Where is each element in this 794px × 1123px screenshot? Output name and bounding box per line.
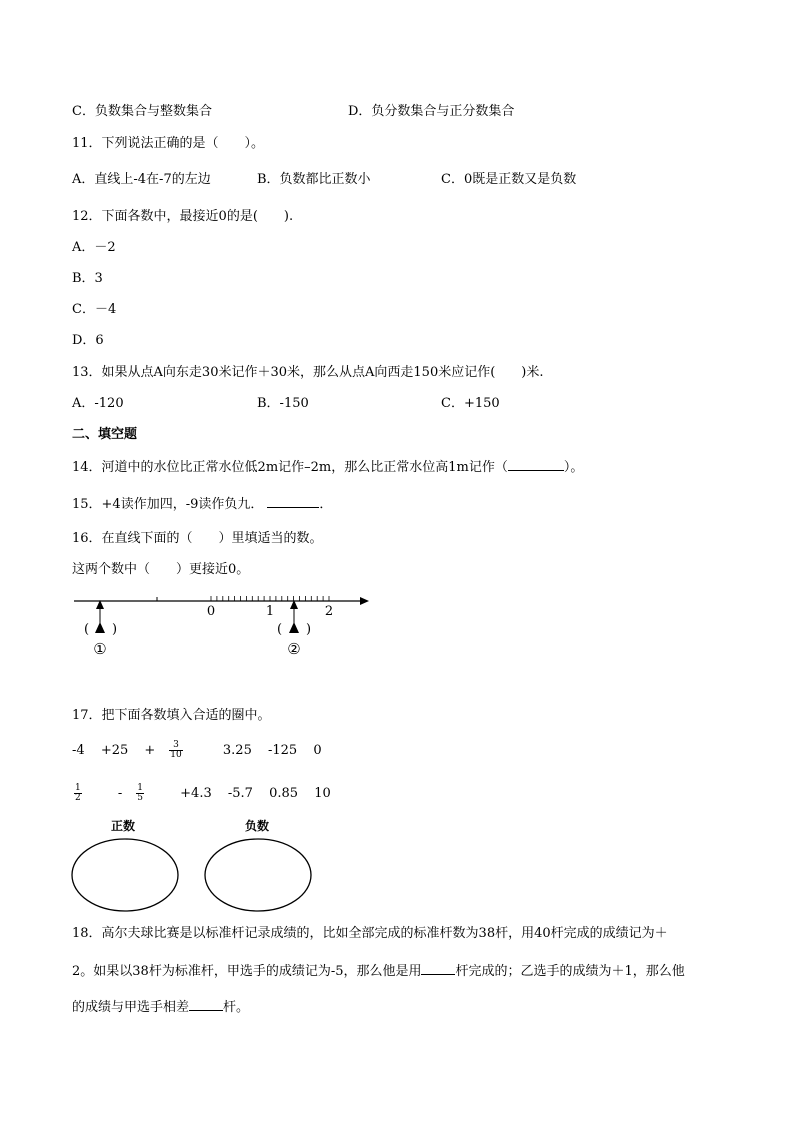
number-line-fine-ticks (211, 596, 329, 601)
number-item-fraction: - $\frac{1}{5}$ (117, 783, 144, 803)
q13-stem: 13．如果从点A向东走30米记作＋30米，那么从点A向西走150米应记作( )米. (72, 365, 544, 380)
q12-option-c: C．－4 (72, 302, 117, 317)
q14-stem-before: 14．河道中的水位比正常水位低2m记作–2m，那么比正常水位高1m记作（ (72, 460, 508, 475)
circle-label-positive: 正数 (111, 819, 136, 833)
marker-1-paren-open: ( (84, 622, 90, 637)
q18-line-2-part-a: 2。如果以38杆为标准杆，甲选手的成绩记为-5，那么他是用 (72, 964, 422, 979)
q15-stem (72, 494, 332, 514)
q12-option-b: B．3 (72, 271, 103, 286)
q18-blank-1[interactable] (421, 961, 455, 975)
q18-line-2 (72, 961, 685, 981)
q12-option-a: A．－2 (72, 240, 116, 255)
q14-stem-after: ）。 (563, 460, 584, 475)
q18-line-3-part-a: 的成绩与甲选手相差 (72, 1000, 190, 1015)
marker-2-paren-close: ) (306, 622, 312, 637)
tick-label-0: 0 (206, 604, 216, 619)
tick-label-2: 2 (324, 604, 334, 619)
number-line-arrowhead (360, 597, 369, 605)
q15-stem-text: 15．+4读作加四，-9读作负九． (72, 497, 264, 512)
q13-option-b: B．-150 (257, 396, 309, 411)
number-item: 3.25 (222, 743, 252, 758)
number-item: 0 (313, 743, 322, 758)
q18-line-1: 18．高尔夫球比赛是以标准杆记录成绩的，比如全部完成的标准杆数为38杆，用40杆完成的成绩记为＋ (72, 926, 668, 941)
q10-option-d: D．负分数集合与正分数集合 (348, 104, 515, 119)
positive-number-circle[interactable] (72, 839, 178, 911)
q18-line-3 (72, 997, 249, 1017)
number-item: -125 (267, 743, 298, 758)
number-line-figure (70, 588, 390, 658)
q12-stem: 12．下面各数中，最接近0的是( ). (72, 209, 294, 224)
q14-answer-blank[interactable] (508, 457, 564, 471)
q11-option-b: B．负数都比正数小 (257, 172, 371, 187)
q10-option-c: C．负数集合与整数集合 (72, 104, 212, 119)
negative-number-circle[interactable] (205, 839, 311, 911)
number-item: 0.85 (269, 786, 299, 801)
q18-line-3-part-b: 杆。 (223, 1000, 250, 1015)
number-item-fraction: $\frac{1}{2}$ (75, 783, 81, 803)
marker-1-triangle (95, 622, 105, 633)
q16-sub: 这两个数中（ ）更接近0。 (72, 562, 250, 577)
marker-2-triangle (289, 622, 299, 633)
q17-number-row-1 (72, 741, 334, 760)
marker-2-label: ② (287, 640, 301, 658)
answer-circles (70, 837, 320, 917)
number-item: +25 (100, 743, 129, 758)
q15-end: ． (319, 497, 333, 512)
q18-blank-2[interactable] (189, 997, 223, 1011)
number-item: -5.7 (227, 786, 253, 801)
number-item: 10 (314, 786, 331, 801)
circle-label-negative: 负数 (245, 819, 270, 833)
q13-option-a: A．-120 (72, 396, 124, 411)
q11-stem: 11．下列说法正确的是（ ）。 (72, 136, 265, 151)
q14-stem (72, 457, 583, 477)
number-item-fraction: + $\frac{3}{10}$ (144, 740, 182, 760)
q13-option-c: C．+150 (441, 396, 500, 411)
marker-1-label: ① (93, 640, 107, 658)
q15-answer-blank[interactable] (267, 494, 319, 508)
q17-stem: 17．把下面各数填入合适的圈中。 (72, 708, 271, 723)
q11-option-a: A．直线上-4在-7的左边 (72, 172, 211, 187)
q11-option-c: C．0既是正数又是负数 (441, 172, 577, 187)
number-item: -4 (72, 743, 85, 758)
q18-line-2-part-b: 杆完成的；乙选手的成绩为＋1，那么他 (455, 964, 685, 979)
q17-number-row-2 (72, 784, 343, 803)
section-title: 二、填空题 (72, 427, 138, 442)
marker-2-paren-open: ( (277, 622, 283, 637)
q12-option-d: D．6 (72, 333, 104, 348)
q16-stem: 16．在直线下面的（ ）里填适当的数。 (72, 531, 323, 546)
marker-1-paren-close: ) (112, 622, 118, 637)
number-item: +4.3 (180, 786, 212, 801)
tick-label-1: 1 (265, 604, 275, 619)
